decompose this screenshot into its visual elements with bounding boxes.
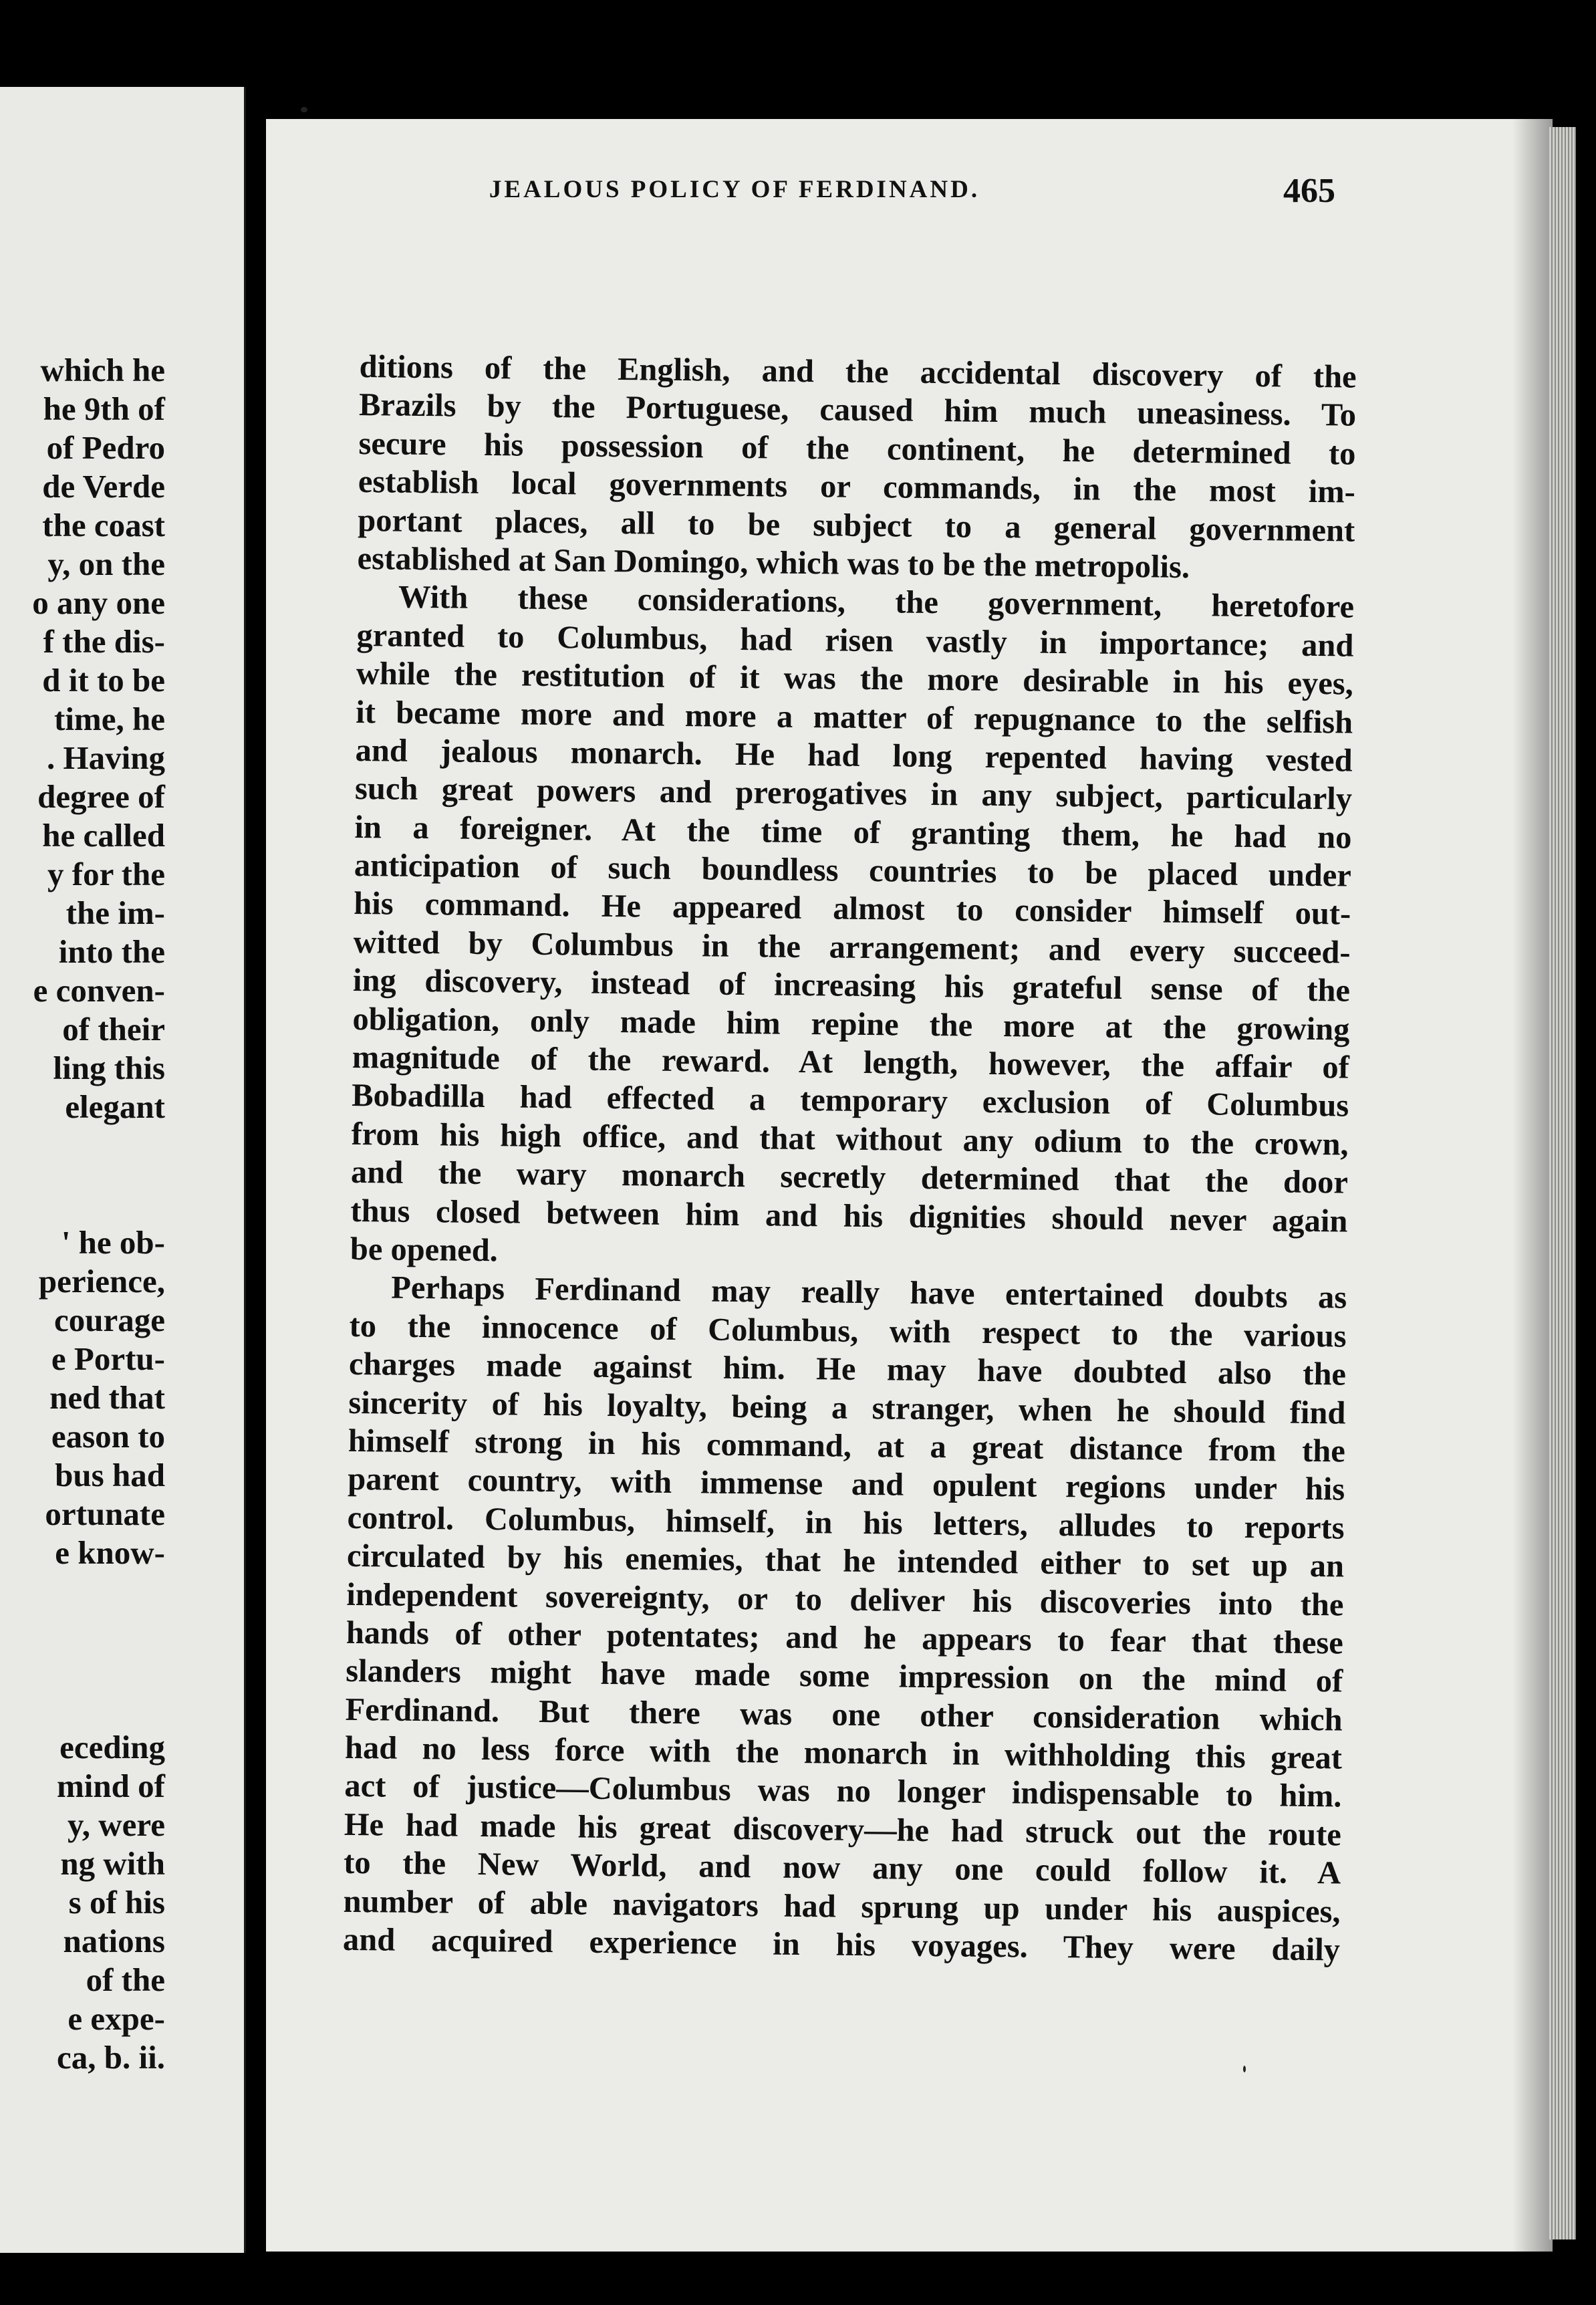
previous-page-fragment [0, 87, 246, 2253]
text-line: Ferdinand. But there was one other consideration which [345, 1691, 1343, 1738]
previous-page-line: y, were [67, 1806, 165, 1843]
scan-speck [301, 107, 307, 112]
text-line: to the innocence of Columbus, with respect to the various [349, 1308, 1347, 1354]
previous-page-line: into the [58, 933, 165, 970]
text-line: ditions of the English, and the accidental discovery of the [359, 348, 1357, 395]
text-line: be opened. [350, 1231, 499, 1269]
text-line: and the wary monarch secretly determined that the door [350, 1155, 1349, 1201]
text-line: established at San Domingo, which was to be the metropolis. [357, 540, 1190, 585]
previous-page-line: elegant [65, 1088, 165, 1125]
text-line: magnitude of the reward. At length, however, the affair of [352, 1039, 1350, 1086]
previous-page-line: y, on the [47, 545, 165, 582]
text-line: obligation, only made him repine the more at the growing [352, 1001, 1350, 1048]
text-line: portant places, all to be subject to a general government [358, 502, 1355, 549]
text-line: witted by Columbus in the arrangement; and every succeed- [353, 924, 1351, 971]
body-text [343, 348, 1357, 1969]
text-line: Bobadilla had effected a temporary exclusion of Columbus [352, 1078, 1349, 1124]
previous-page-line: bus had [55, 1457, 165, 1493]
previous-page-footnote-block [57, 1728, 165, 2077]
text-line: He had made his great discovery—he had struck out the route [344, 1806, 1342, 1853]
text-line: Perhaps Ferdinand may really have entertained doubts as [390, 1269, 1347, 1316]
text-line: slanders might have made some impression on the mind of [345, 1653, 1343, 1699]
previous-page-line: perience, [38, 1263, 165, 1300]
previous-page-line: which he [40, 352, 165, 388]
previous-page-line: courage [54, 1302, 165, 1338]
previous-page-line: ling this [53, 1050, 165, 1086]
text-line: thus closed between him and his dignities should never again [350, 1193, 1348, 1239]
text-line: control. Columbus, himself, in his letters, alludes to reports [347, 1499, 1345, 1546]
text-line: his command. He appeared almost to consider himself out- [354, 886, 1351, 933]
previous-page-line: y for the [47, 856, 165, 892]
page-number: 465 [1283, 172, 1335, 210]
text-line: secure his possession of the continent, he determined to [358, 425, 1356, 472]
previous-page-line: f the dis- [43, 623, 165, 660]
previous-page-line: e conven- [33, 972, 165, 1009]
text-line: hands of other potentates; and he appears to fear that these [346, 1614, 1344, 1661]
text-line: and acquired experience in his voyages. They were daily [342, 1921, 1341, 1968]
previous-page-line: e expe- [68, 2000, 165, 2037]
previous-page-line: e Portu- [51, 1340, 165, 1377]
text-line: had no less force with the monarch in withholding this great [344, 1729, 1343, 1776]
previous-page-text-block-2 [39, 1223, 165, 1572]
previous-page-line: eason to [51, 1418, 165, 1455]
text-line: sincerity of his loyalty, being a stranger, when he should find [348, 1384, 1346, 1431]
previous-page-line: mind of [56, 1768, 165, 1804]
text-line: establish local governments or commands, in the most im- [358, 464, 1356, 510]
previous-page-line: ortunate [45, 1495, 165, 1532]
previous-page-line: ng with [60, 1845, 165, 1882]
previous-page-line: he 9th of [43, 390, 165, 427]
previous-page-line: o any one [32, 584, 165, 621]
previous-page-line: of their [62, 1011, 165, 1048]
previous-page-text-block-1 [32, 351, 165, 1126]
text-line: while the restitution of it was the more desirable in his eyes, [356, 656, 1354, 702]
text-line: from his high office, and that without any odium to the crown, [351, 1116, 1349, 1163]
previous-page-line: ' he ob- [61, 1224, 165, 1261]
running-head: JEALOUS POLICY OF FERDINAND. [489, 176, 980, 203]
text-line: charges made against him. He may have doubted also the [348, 1346, 1347, 1392]
page-edges [1549, 127, 1576, 2239]
previous-page-line: . Having [47, 739, 165, 776]
text-line: number of able navigators had sprung up under his auspices, [343, 1883, 1341, 1930]
text-line: anticipation of such boundless countries to be placed under [354, 848, 1352, 894]
previous-page-line: d it to be [42, 662, 165, 699]
text-line: parent country, with immense and opulent regions under his [347, 1461, 1345, 1507]
previous-page-line: s of his [68, 1884, 165, 1921]
previous-page-line: nations [63, 1923, 165, 1959]
text-line: act of justice—Columbus was no longer indispensable to him. [344, 1768, 1342, 1814]
previous-page-line: of Pedro [46, 429, 165, 466]
text-line: himself strong in his command, at a great distance from the [348, 1423, 1346, 1469]
text-line: and jealous monarch. He had long repented having vested [355, 732, 1353, 779]
previous-page-line: he called [42, 817, 165, 854]
previous-page-line: e know- [55, 1534, 165, 1571]
previous-page-line: degree of [37, 778, 165, 815]
scan-speck [1243, 2066, 1246, 2072]
previous-page-line: time, he [54, 701, 165, 737]
text-line: circulated by his enemies, that he intended either to set up an [346, 1538, 1345, 1584]
previous-page-line: of the [86, 1961, 165, 1998]
text-line: to the New World, and now any one could follow it. A [343, 1845, 1341, 1891]
text-line: ing discovery, instead of increasing his grateful sense of the [352, 963, 1351, 1009]
previous-page-line: ned that [49, 1379, 165, 1416]
previous-page-line: the im- [65, 894, 165, 931]
previous-page-line: de Verde [42, 468, 165, 505]
text-line: Brazils by the Portuguese, caused him much uneasiness. To [358, 387, 1357, 434]
previous-page-line: the coast [42, 507, 165, 543]
previous-page-line: ca, b. ii. [57, 2039, 165, 2076]
text-line: such great powers and prerogatives in any subject, particularly [354, 771, 1353, 817]
previous-page-line: eceding [59, 1729, 165, 1766]
text-line: independent sovereignty, or to deliver his discoveries into the [346, 1576, 1344, 1623]
text-line: With these considerations, the government, heretofore [398, 579, 1355, 625]
text-line: it became more and more a matter of repugnance to the selfish [356, 694, 1353, 741]
text-line: granted to Columbus, had risen vastly in importance; and [356, 617, 1354, 664]
text-line: in a foreigner. At the time of granting them, he had no [354, 809, 1352, 856]
